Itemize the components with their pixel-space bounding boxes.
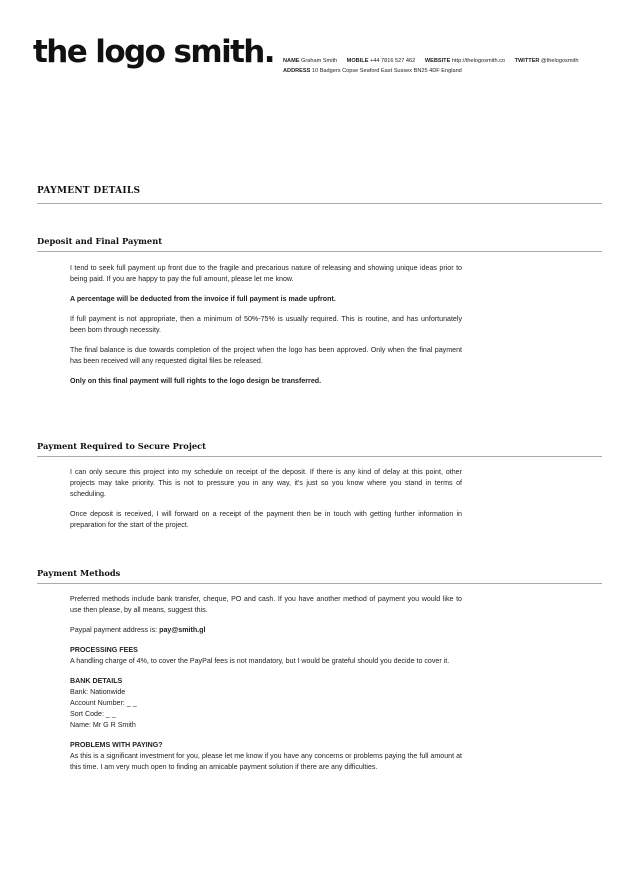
page-title: PAYMENT DETAILS (37, 186, 602, 204)
section-title-deposit: Deposit and Final Payment (37, 236, 602, 252)
name-label: NAME (283, 58, 300, 64)
name-value: Graham Smith (301, 58, 338, 64)
page-header (33, 34, 603, 84)
mobile-value: +44 7816 527 462 (370, 58, 416, 64)
mobile-label: MOBILE (346, 58, 369, 64)
methods-paragraph: Preferred methods include bank transfer, cheque, PO and cash. If you have another method of payment you would like to use then please, by all means, suggest this. (70, 595, 462, 614)
bank-details-heading: BANK DETAILS (70, 677, 123, 685)
bank-detail-line: Account Number: _ _ (70, 699, 137, 707)
brand-logo: the logo smith. (33, 34, 274, 70)
contact-row-2 (283, 66, 603, 76)
processing-fees-text: A handling charge of 4%, to cover the PayPal fees is not mandatory, but I would be grateful should you decide to cover it. (70, 657, 450, 665)
problems-heading: PROBLEMS WITH PAYING? (70, 741, 163, 749)
deposit-paragraph: I tend to seek full payment up front due to the fragile and precarious nature of releasing and showing unique ideas prior to being paid. If you are happy to pay the full amount, please let me know. (70, 264, 462, 283)
website-label: WEBSITE (424, 58, 451, 64)
bank-detail-line: Bank: Nationwide (70, 688, 126, 696)
twitter-label: TWITTER (514, 58, 540, 64)
contact-row-1 (283, 56, 603, 66)
paypal-address[interactable]: pay@smith.gl (159, 626, 206, 634)
bank-detail-line: Name: Mr G R Smith (70, 721, 136, 729)
processing-fees-heading: PROCESSING FEES (70, 646, 138, 654)
section-body-secure (70, 467, 462, 540)
deposit-note: Only on this final payment will full rights to the logo design be transferred. (70, 377, 322, 385)
address-label: ADDRESS (283, 68, 311, 74)
secure-paragraph: I can only secure this project into my schedule on receipt of the deposit. If there is any kind of delay at this point, other projects may take priority. This is not to pressure you in any way, it's just so you know where you stand in terms of scheduling. (70, 468, 462, 498)
paypal-label: Paypal payment address is: (70, 626, 160, 634)
address-value: 10 Badgers Copse Seaford East Sussex BN25 4DF England (311, 68, 462, 74)
deposit-paragraph: If full payment is not appropriate, then a minimum of 50%-75% is usually required. This is routine, and has unfortunately been born through necessity. (70, 315, 462, 334)
twitter-handle[interactable]: @thelogosmith (541, 58, 579, 64)
contact-details (283, 56, 603, 76)
problems-text: As this is a significant investment for you, please let me know if you have any concerns or problems paying the full amount at this time. I am very much open to finding an amicable payment solution if there are any difficulties. (70, 752, 462, 771)
deposit-note: A percentage will be deducted from the invoice if full payment is made upfront. (70, 295, 336, 303)
website-link[interactable]: http://thelogosmith.co (451, 58, 506, 64)
secure-paragraph: Once deposit is received, I will forward on a receipt of the payment then be in touch with getting further information in preparation for the start of the project. (70, 510, 462, 529)
deposit-paragraph: The final balance is due towards completion of the project when the logo has been approved. Only when the final payment has been received will any requested digital files be released. (70, 346, 462, 365)
paypal-line (70, 625, 462, 636)
section-body-methods (70, 594, 462, 782)
section-title-methods: Payment Methods (37, 568, 602, 584)
section-body-deposit (70, 263, 462, 396)
section-title-secure: Payment Required to Secure Project (37, 441, 602, 457)
bank-detail-line: Sort Code: _ _ (70, 710, 116, 718)
